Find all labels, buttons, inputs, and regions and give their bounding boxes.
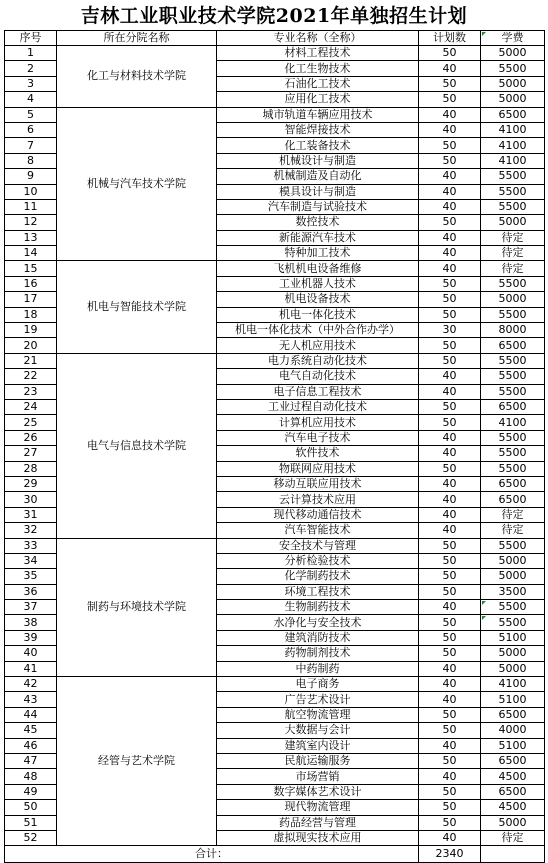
plan-count: 40	[419, 769, 481, 784]
header-no: 序号	[5, 31, 57, 46]
plan-count: 40	[419, 476, 481, 491]
major-name: 化工生物技术	[217, 61, 419, 76]
plan-count: 40	[419, 661, 481, 676]
school-name: 电气与信息技术学院	[57, 353, 217, 538]
row-number: 18	[5, 307, 57, 322]
row-number: 46	[5, 738, 57, 753]
major-name: 大数据与会计	[217, 723, 419, 738]
tuition-fee: 4000	[481, 723, 545, 738]
table-body	[5, 31, 545, 863]
plan-count: 50	[419, 707, 481, 722]
major-name: 工业机器人技术	[217, 276, 419, 291]
tuition-fee: 6500	[481, 399, 545, 414]
tuition-fee: 4100	[481, 153, 545, 168]
tuition-fee: 4100	[481, 122, 545, 137]
plan-count: 50	[419, 292, 481, 307]
major-name: 水净化与安全技术	[217, 615, 419, 630]
major-name: 机械设计与制造	[217, 153, 419, 168]
major-name: 电子商务	[217, 677, 419, 692]
row-number: 32	[5, 523, 57, 538]
major-name: 飞机机电设备维修	[217, 261, 419, 276]
plan-count: 40	[419, 122, 481, 137]
major-name: 机电一体化技术（中外合作办学）	[217, 323, 419, 338]
plan-count: 30	[419, 323, 481, 338]
row-number: 5	[5, 107, 57, 122]
row-number: 10	[5, 184, 57, 199]
plan-count: 40	[419, 61, 481, 76]
table-row	[5, 107, 545, 122]
major-name: 特种加工技术	[217, 246, 419, 261]
total-label: 合计：	[5, 846, 419, 863]
tuition-fee: 6500	[481, 107, 545, 122]
header-major: 专业名称（全称）	[217, 31, 419, 46]
tuition-fee: 5000	[481, 553, 545, 568]
tuition-fee: 5500	[481, 430, 545, 445]
plan-count: 40	[419, 199, 481, 214]
major-name: 移动互联应用技术	[217, 476, 419, 491]
major-name: 城市轨道车辆应用技术	[217, 107, 419, 122]
tuition-fee: 5500	[481, 538, 545, 553]
major-name: 机械制造及自动化	[217, 169, 419, 184]
row-number: 51	[5, 815, 57, 830]
plan-count: 40	[419, 369, 481, 384]
major-name: 计算机应用技术	[217, 415, 419, 430]
tuition-fee: 6500	[481, 784, 545, 799]
plan-count: 40	[419, 169, 481, 184]
major-name: 智能焊接技术	[217, 122, 419, 137]
tuition-fee: 待定	[481, 261, 545, 276]
major-name: 汽车智能技术	[217, 523, 419, 538]
tuition-fee: 4100	[481, 677, 545, 692]
tuition-fee: 5500	[481, 184, 545, 199]
row-number: 20	[5, 338, 57, 353]
tuition-fee: 5500	[481, 369, 545, 384]
major-name: 现代移动通信技术	[217, 507, 419, 522]
major-name: 模具设计与制造	[217, 184, 419, 199]
row-number: 16	[5, 276, 57, 291]
plan-count: 50	[419, 215, 481, 230]
row-number: 19	[5, 323, 57, 338]
plan-count: 40	[419, 384, 481, 399]
row-number: 37	[5, 600, 57, 615]
plan-count: 50	[419, 76, 481, 91]
major-name: 环境工程技术	[217, 584, 419, 599]
plan-count: 50	[419, 615, 481, 630]
row-number: 35	[5, 569, 57, 584]
row-number: 7	[5, 138, 57, 153]
tuition-fee: 5500	[481, 199, 545, 214]
row-number: 28	[5, 461, 57, 476]
table-row	[5, 353, 545, 368]
tuition-fee: 5000	[481, 646, 545, 661]
tuition-fee: 5000	[481, 46, 545, 61]
row-number: 21	[5, 353, 57, 368]
row-number: 13	[5, 230, 57, 245]
row-number: 52	[5, 830, 57, 845]
plan-count: 40	[419, 446, 481, 461]
plan-count: 40	[419, 523, 481, 538]
plan-count: 50	[419, 646, 481, 661]
row-number: 45	[5, 723, 57, 738]
table-row	[5, 261, 545, 276]
major-name: 广告艺术设计	[217, 692, 419, 707]
plan-count: 50	[419, 784, 481, 799]
major-name: 分析检验技术	[217, 553, 419, 568]
row-number: 9	[5, 169, 57, 184]
major-name: 化工装备技术	[217, 138, 419, 153]
plan-count: 40	[419, 230, 481, 245]
tuition-fee: 5500	[481, 446, 545, 461]
tuition-fee: 5000	[481, 661, 545, 676]
major-name: 电子信息工程技术	[217, 384, 419, 399]
major-name: 电力系统自动化技术	[217, 353, 419, 368]
tuition-fee: 5500	[481, 384, 545, 399]
plan-count: 40	[419, 600, 481, 615]
row-number: 44	[5, 707, 57, 722]
table-row	[5, 538, 545, 553]
plan-count: 50	[419, 630, 481, 645]
row-number: 14	[5, 246, 57, 261]
tuition-fee: 5000	[481, 569, 545, 584]
plan-count: 50	[419, 569, 481, 584]
plan-count: 50	[419, 723, 481, 738]
major-name: 应用化工技术	[217, 92, 419, 107]
tuition-fee: 5100	[481, 630, 545, 645]
row-number: 6	[5, 122, 57, 137]
plan-count: 50	[419, 753, 481, 768]
school-name: 制药与环境技术学院	[57, 538, 217, 677]
tuition-fee: 待定	[481, 523, 545, 538]
plan-count: 50	[419, 815, 481, 830]
tuition-fee: 6500	[481, 753, 545, 768]
row-number: 23	[5, 384, 57, 399]
tuition-fee: 5000	[481, 92, 545, 107]
tuition-fee: 4500	[481, 769, 545, 784]
row-number: 30	[5, 492, 57, 507]
major-name: 软件技术	[217, 446, 419, 461]
row-number: 38	[5, 615, 57, 630]
tuition-fee: 4100	[481, 415, 545, 430]
row-number: 29	[5, 476, 57, 491]
tuition-fee: 5000	[481, 292, 545, 307]
major-name: 建筑消防技术	[217, 630, 419, 645]
major-name: 工业过程自动化技术	[217, 399, 419, 414]
row-number: 11	[5, 199, 57, 214]
tuition-fee: 5500	[481, 353, 545, 368]
major-name: 现代物流管理	[217, 800, 419, 815]
plan-count: 40	[419, 107, 481, 122]
plan-count: 40	[419, 692, 481, 707]
total-fee	[481, 846, 545, 863]
plan-count: 40	[419, 738, 481, 753]
tuition-fee: 5500	[481, 169, 545, 184]
school-name: 机电与智能技术学院	[57, 261, 217, 353]
plan-count: 50	[419, 276, 481, 291]
row-number: 48	[5, 769, 57, 784]
row-number: 40	[5, 646, 57, 661]
tuition-fee: 5000	[481, 76, 545, 91]
row-number: 12	[5, 215, 57, 230]
row-number: 34	[5, 553, 57, 568]
plan-count: 50	[419, 553, 481, 568]
plan-count: 50	[419, 338, 481, 353]
table-header-row	[5, 31, 545, 46]
plan-count: 50	[419, 353, 481, 368]
tuition-fee: 6500	[481, 707, 545, 722]
major-name: 机电一体化技术	[217, 307, 419, 322]
major-name: 材料工程技术	[217, 46, 419, 61]
major-name: 市场营销	[217, 769, 419, 784]
tuition-fee: 5000	[481, 215, 545, 230]
row-number: 24	[5, 399, 57, 414]
plan-count: 50	[419, 584, 481, 599]
row-number: 31	[5, 507, 57, 522]
total-plan: 2340	[419, 846, 481, 863]
tuition-fee: 5000	[481, 815, 545, 830]
plan-count: 50	[419, 538, 481, 553]
major-name: 无人机应用技术	[217, 338, 419, 353]
row-number: 22	[5, 369, 57, 384]
row-number: 47	[5, 753, 57, 768]
header-school: 所在分院名称	[57, 31, 217, 46]
row-number: 43	[5, 692, 57, 707]
major-name: 航空物流管理	[217, 707, 419, 722]
plan-count: 40	[419, 492, 481, 507]
enrollment-plan-table	[4, 30, 545, 863]
major-name: 化学制药技术	[217, 569, 419, 584]
header-fee: 学费	[481, 31, 545, 46]
plan-count: 40	[419, 430, 481, 445]
tuition-fee: 待定	[481, 830, 545, 845]
major-name: 汽车电子技术	[217, 430, 419, 445]
major-name: 云计算技术应用	[217, 492, 419, 507]
tuition-fee: 5500	[481, 61, 545, 76]
major-name: 电气自动化技术	[217, 369, 419, 384]
plan-count: 50	[419, 461, 481, 476]
plan-count: 50	[419, 307, 481, 322]
table-row	[5, 677, 545, 692]
major-name: 机电设备技术	[217, 292, 419, 307]
major-name: 生物制药技术	[217, 600, 419, 615]
table-row	[5, 46, 545, 61]
tuition-fee: 5500	[481, 600, 545, 615]
row-number: 39	[5, 630, 57, 645]
row-number: 3	[5, 76, 57, 91]
tuition-fee: 待定	[481, 246, 545, 261]
plan-count: 40	[419, 246, 481, 261]
tuition-fee: 8000	[481, 323, 545, 338]
tuition-fee: 待定	[481, 507, 545, 522]
tuition-fee: 5500	[481, 461, 545, 476]
school-name: 机械与汽车技术学院	[57, 107, 217, 261]
row-number: 25	[5, 415, 57, 430]
school-name: 经管与艺术学院	[57, 677, 217, 846]
major-name: 数字媒体艺术设计	[217, 784, 419, 799]
tuition-fee: 3500	[481, 584, 545, 599]
total-row	[5, 846, 545, 863]
plan-count: 50	[419, 399, 481, 414]
row-number: 8	[5, 153, 57, 168]
plan-count: 50	[419, 92, 481, 107]
row-number: 36	[5, 584, 57, 599]
tuition-fee: 5100	[481, 692, 545, 707]
tuition-fee: 6500	[481, 476, 545, 491]
tuition-fee: 5500	[481, 307, 545, 322]
header-plan: 计划数	[419, 31, 481, 46]
tuition-fee: 4500	[481, 800, 545, 815]
plan-count: 40	[419, 507, 481, 522]
major-name: 中药制药	[217, 661, 419, 676]
row-number: 1	[5, 46, 57, 61]
plan-count: 40	[419, 677, 481, 692]
major-name: 物联网应用技术	[217, 461, 419, 476]
plan-count: 40	[419, 184, 481, 199]
tuition-fee: 6500	[481, 338, 545, 353]
plan-count: 50	[419, 800, 481, 815]
major-name: 药物制剂技术	[217, 646, 419, 661]
document-title: 吉林工业职业技术学院2021年单独招生计划	[80, 5, 468, 27]
major-name: 石油化工技术	[217, 76, 419, 91]
major-name: 虚拟现实技术应用	[217, 830, 419, 845]
plan-count: 50	[419, 138, 481, 153]
plan-count: 50	[419, 46, 481, 61]
row-number: 50	[5, 800, 57, 815]
plan-count: 40	[419, 261, 481, 276]
tuition-fee: 5500	[481, 615, 545, 630]
row-number: 26	[5, 430, 57, 445]
plan-count: 50	[419, 153, 481, 168]
major-name: 建筑室内设计	[217, 738, 419, 753]
tuition-fee: 待定	[481, 230, 545, 245]
row-number: 42	[5, 677, 57, 692]
row-number: 17	[5, 292, 57, 307]
row-number: 49	[5, 784, 57, 799]
major-name: 汽车制造与试验技术	[217, 199, 419, 214]
tuition-fee: 6500	[481, 492, 545, 507]
plan-count: 50	[419, 415, 481, 430]
major-name: 新能源汽车技术	[217, 230, 419, 245]
plan-count: 40	[419, 830, 481, 845]
row-number: 27	[5, 446, 57, 461]
major-name: 药品经营与管理	[217, 815, 419, 830]
tuition-fee: 4100	[481, 138, 545, 153]
major-name: 民航运输服务	[217, 753, 419, 768]
row-number: 2	[5, 61, 57, 76]
major-name: 安全技术与管理	[217, 538, 419, 553]
row-number: 41	[5, 661, 57, 676]
row-number: 33	[5, 538, 57, 553]
tuition-fee: 5500	[481, 276, 545, 291]
row-number: 4	[5, 92, 57, 107]
tuition-fee: 5100	[481, 738, 545, 753]
school-name: 化工与材料技术学院	[57, 46, 217, 108]
major-name: 数控技术	[217, 215, 419, 230]
row-number: 15	[5, 261, 57, 276]
